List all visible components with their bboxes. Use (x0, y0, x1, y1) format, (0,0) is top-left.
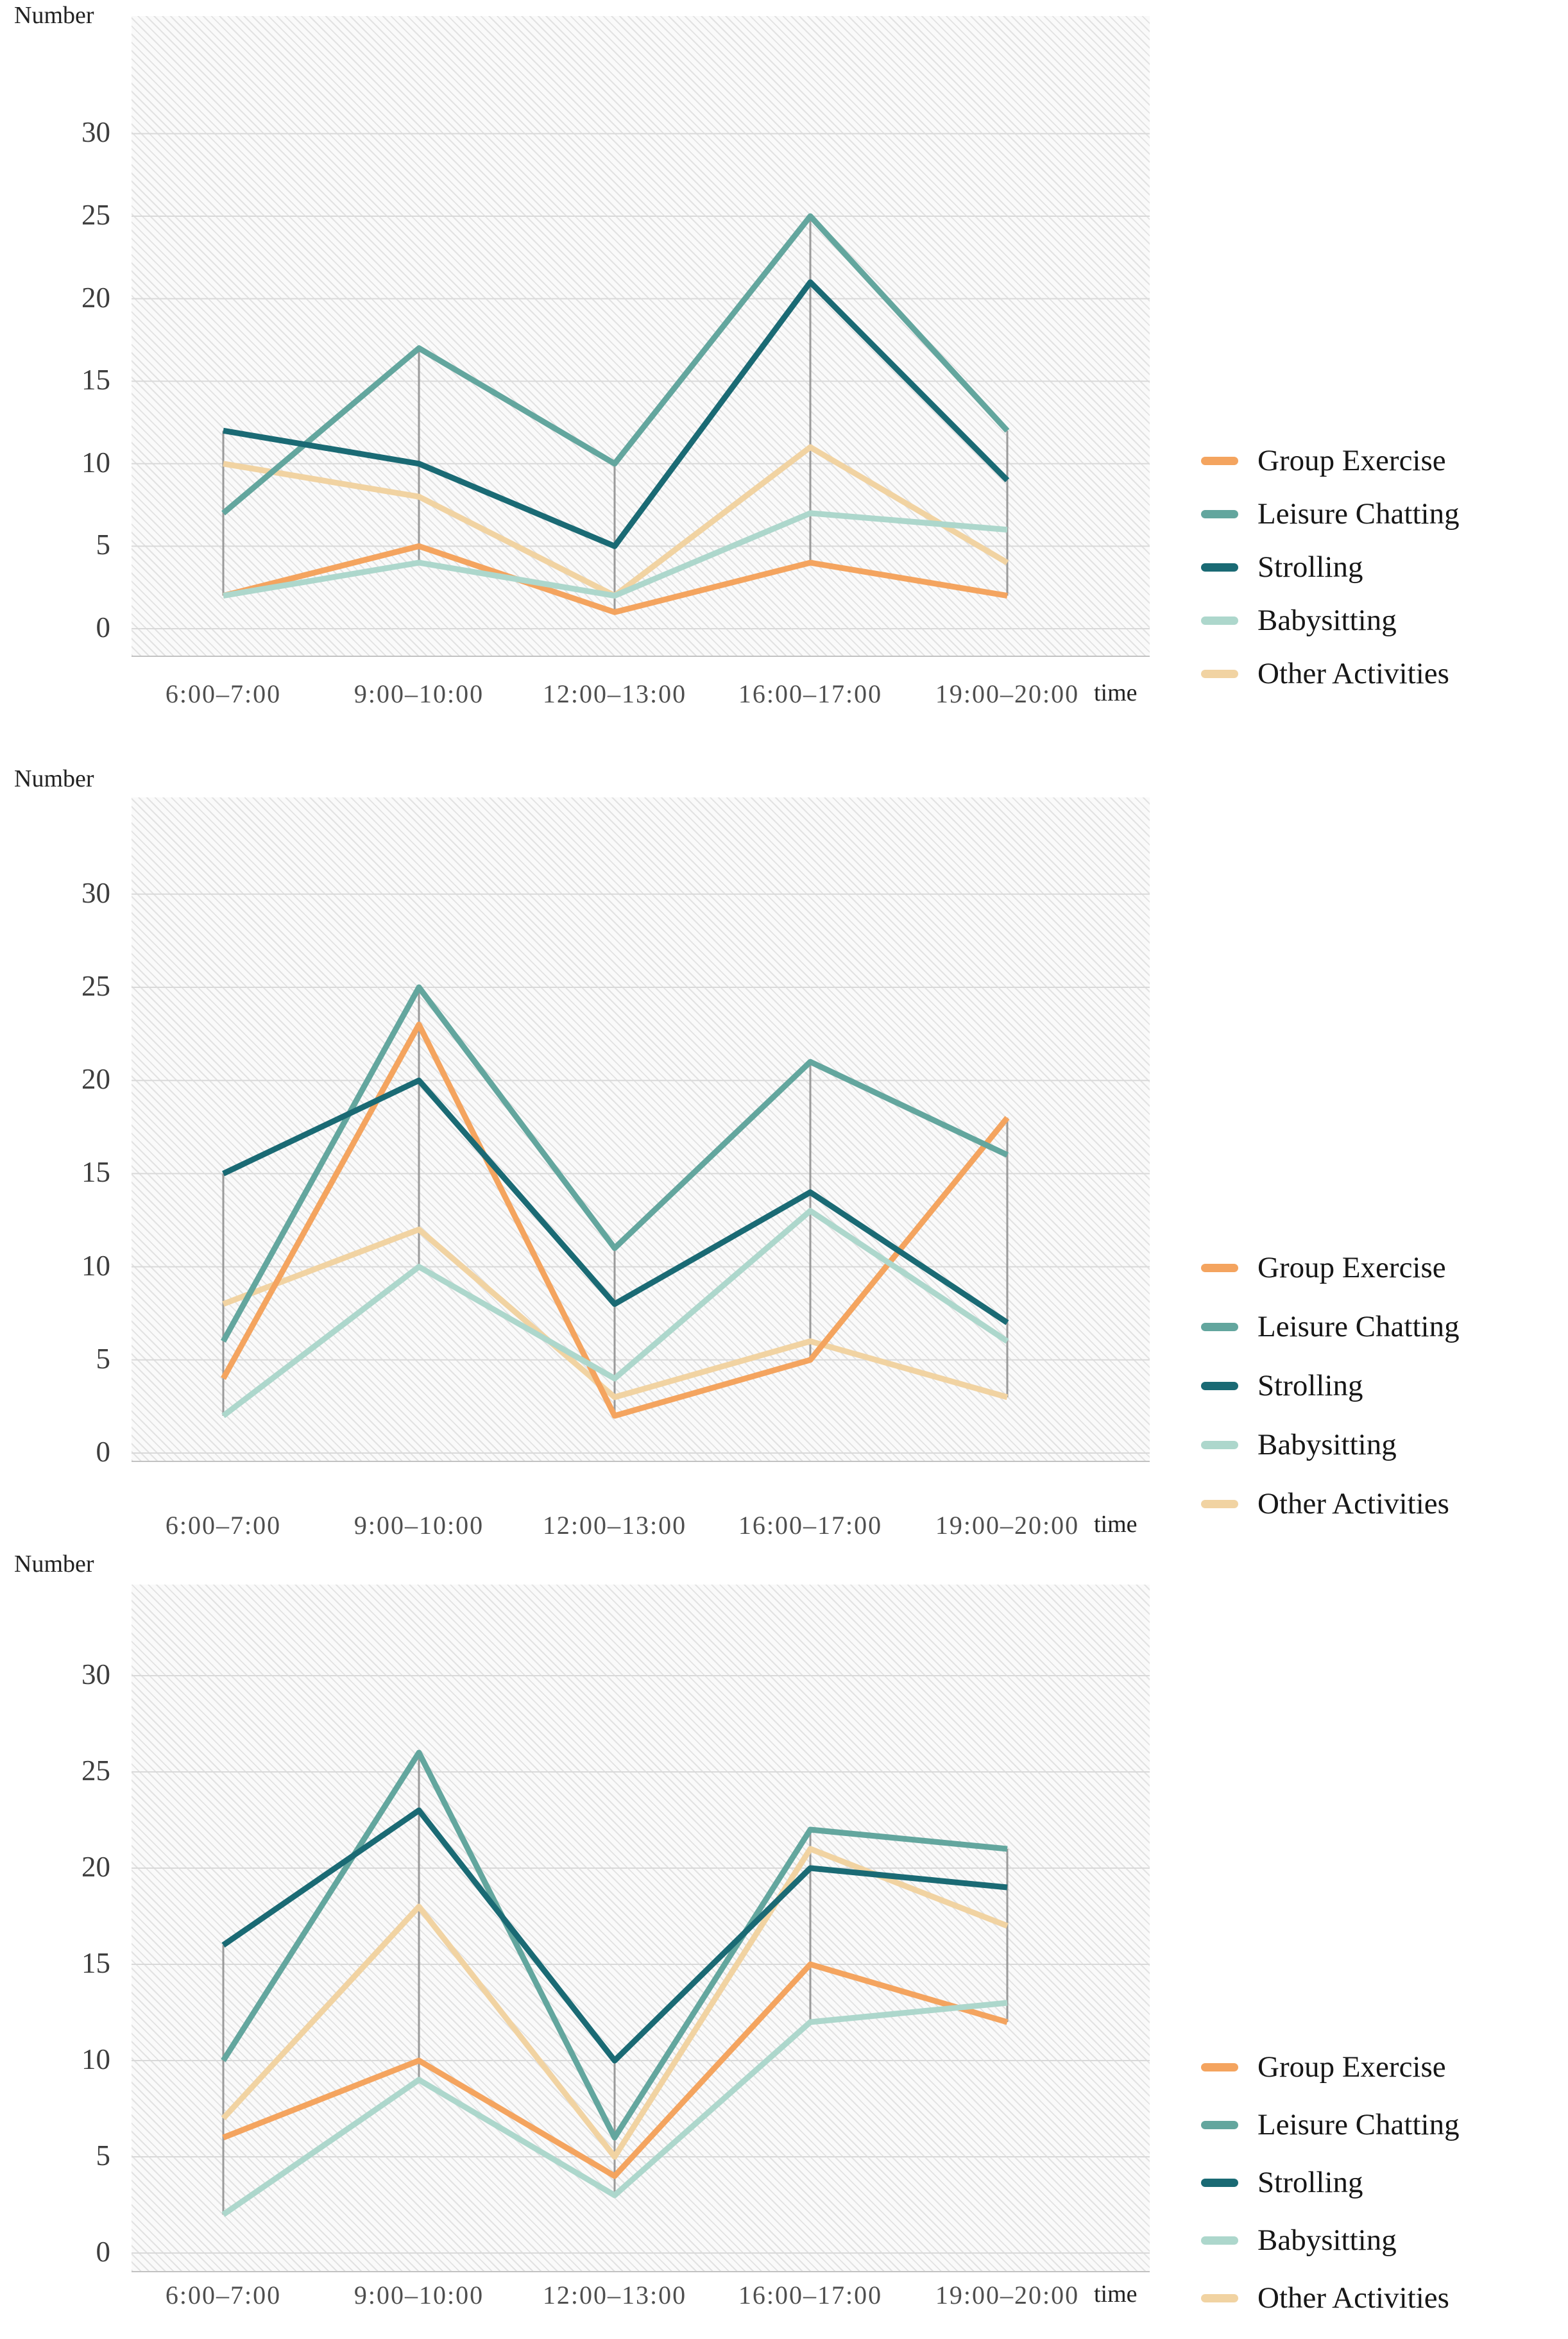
legend-swatch-other-activities (1201, 670, 1238, 678)
legend-label: Leisure Chatting (1257, 497, 1460, 531)
legend-item (1201, 1310, 1460, 1343)
y-tick-label: 10 (81, 2043, 110, 2075)
x-tick-label: 9:00–10:00 (354, 679, 484, 708)
y-tick-label: 20 (81, 1063, 110, 1096)
legend-item (1201, 1428, 1460, 1461)
y-tick-label: 15 (81, 1947, 110, 1979)
legend-swatch-group-exercise (1201, 1264, 1238, 1272)
y-tick-label: 0 (96, 1436, 110, 1468)
chart-canvas (132, 16, 1150, 657)
legend-item (1201, 2166, 1460, 2199)
x-tick-label: 9:00–10:00 (354, 2281, 484, 2309)
x-axis-title: time (1094, 679, 1138, 706)
legend-swatch-babysitting (1201, 617, 1238, 625)
y-axis-title: Number (14, 1551, 94, 1578)
y-tick-label: 15 (81, 1156, 110, 1189)
y-tick-label: 25 (81, 970, 110, 1002)
legend-label: Other Activities (1257, 2281, 1449, 2315)
chart-block-baiwanzhuang (0, 0, 1568, 762)
legend-label: Babysitting (1257, 1428, 1397, 1461)
y-tick-label: 10 (81, 1249, 110, 1282)
y-tick-label: 5 (96, 1342, 110, 1375)
x-tick-label: 19:00–20:00 (935, 679, 1080, 708)
legend-item (1201, 657, 1460, 690)
legend-item (1201, 604, 1460, 637)
legend (1201, 1251, 1460, 1546)
legend-item (1201, 2224, 1460, 2257)
y-tick-label: 30 (81, 1658, 110, 1690)
legend-swatch-babysitting (1201, 1441, 1238, 1449)
x-tick-label: 19:00–20:00 (935, 2281, 1080, 2309)
x-tick-label: 12:00–13:00 (542, 2281, 687, 2309)
legend-swatch-other-activities (1201, 2294, 1238, 2302)
plot-area (132, 797, 1150, 1462)
legend-label: Leisure Chatting (1257, 2108, 1460, 2141)
chart-block-luyuan (0, 762, 1568, 1545)
legend-swatch-group-exercise (1201, 457, 1238, 465)
plot-area (132, 1585, 1150, 2272)
legend-item (1201, 550, 1460, 584)
legend-label: Strolling (1257, 1369, 1363, 1402)
y-tick-label: 0 (96, 2236, 110, 2268)
x-tick-label: 16:00–17:00 (738, 2281, 883, 2309)
legend-label: Group Exercise (1257, 2050, 1446, 2084)
legend-label: Strolling (1257, 2166, 1363, 2199)
y-tick-label: 25 (81, 199, 110, 231)
legend-label: Leisure Chatting (1257, 1310, 1460, 1343)
legend-swatch-leisure-chatting (1201, 1323, 1238, 1331)
legend-item (1201, 444, 1460, 477)
legend-item (1201, 1487, 1460, 1520)
x-tick-label: 6:00–7:00 (165, 1511, 282, 1540)
y-tick-label: 30 (81, 876, 110, 909)
chart-block-jianshebudayuan (0, 1545, 1568, 2313)
legend-label: Babysitting (1257, 604, 1397, 637)
chart-canvas (132, 797, 1150, 1462)
chart-canvas (132, 1585, 1150, 2272)
legend-item (1201, 2281, 1460, 2315)
legend-swatch-leisure-chatting (1201, 2121, 1238, 2129)
y-axis-title: Number (14, 765, 94, 792)
legend-item (1201, 1251, 1460, 1284)
legend-label: Group Exercise (1257, 444, 1446, 477)
legend-item (1201, 2108, 1460, 2141)
x-axis-title: time (1094, 2281, 1138, 2308)
plot-area (132, 16, 1150, 657)
legend-swatch-other-activities (1201, 1500, 1238, 1508)
x-tick-label: 6:00–7:00 (165, 2281, 282, 2309)
legend-item (1201, 2050, 1460, 2084)
legend (1201, 444, 1460, 710)
y-tick-label: 5 (96, 529, 110, 561)
x-tick-label: 6:00–7:00 (165, 679, 282, 708)
legend-label: Group Exercise (1257, 1251, 1446, 1284)
legend-swatch-strolling (1201, 2179, 1238, 2187)
y-tick-label: 20 (81, 1851, 110, 1883)
x-tick-label: 16:00–17:00 (738, 679, 883, 708)
y-tick-label: 5 (96, 2139, 110, 2172)
y-tick-label: 20 (81, 281, 110, 314)
x-axis-title: time (1094, 1511, 1138, 1538)
series-line-strolling (223, 1810, 1007, 2061)
x-tick-label: 9:00–10:00 (354, 1511, 484, 1540)
x-tick-label: 16:00–17:00 (738, 1511, 883, 1540)
legend-item (1201, 1369, 1460, 1402)
y-tick-label: 25 (81, 1755, 110, 1787)
legend-swatch-strolling (1201, 1382, 1238, 1390)
x-tick-label: 12:00–13:00 (542, 679, 687, 708)
x-tick-label: 12:00–13:00 (542, 1511, 687, 1540)
y-tick-label: 0 (96, 611, 110, 643)
x-tick-label: 19:00–20:00 (935, 1511, 1080, 1540)
legend-label: Babysitting (1257, 2224, 1397, 2257)
y-tick-label: 10 (81, 446, 110, 479)
y-tick-label: 15 (81, 364, 110, 396)
legend-swatch-babysitting (1201, 2236, 1238, 2245)
legend-swatch-group-exercise (1201, 2063, 1238, 2071)
legend-item (1201, 497, 1460, 531)
y-axis-title: Number (14, 2, 94, 29)
legend-label: Other Activities (1257, 1487, 1449, 1520)
legend-swatch-strolling (1201, 563, 1238, 572)
legend-swatch-leisure-chatting (1201, 510, 1238, 518)
y-tick-label: 30 (81, 116, 110, 149)
legend-label: Strolling (1257, 550, 1363, 584)
legend-label: Other Activities (1257, 657, 1449, 690)
legend (1201, 2050, 1460, 2339)
